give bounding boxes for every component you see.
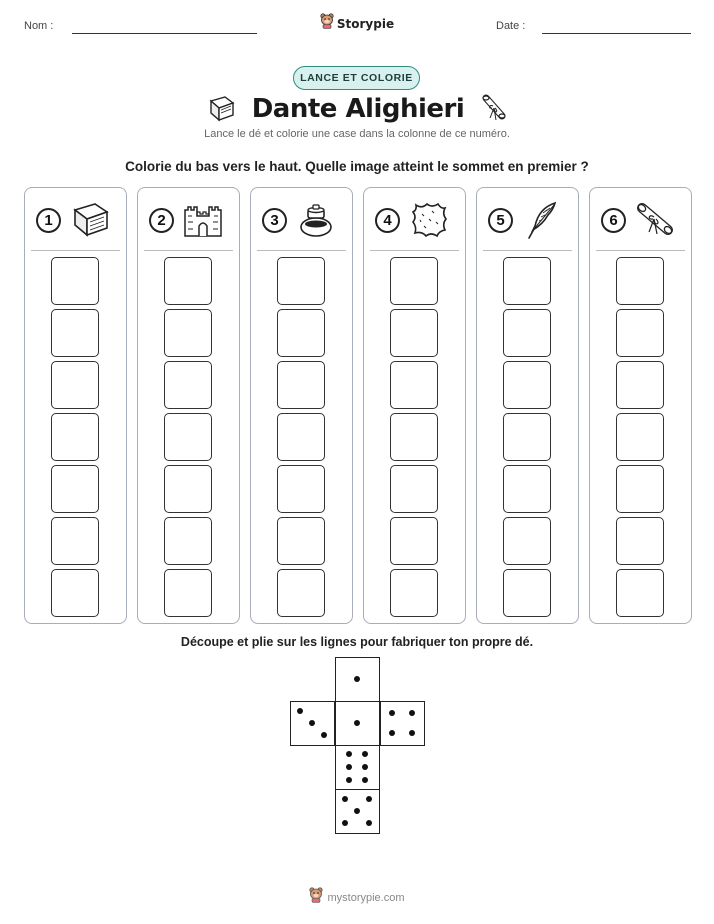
color-cell[interactable] [616, 569, 664, 617]
scroll-icon [634, 200, 676, 240]
brand [0, 13, 714, 34]
die-face-center [335, 701, 380, 746]
color-cell[interactable] [277, 465, 325, 513]
color-cell[interactable] [616, 465, 664, 513]
column-number: 1 [36, 208, 61, 233]
book-icon [206, 95, 236, 123]
die-face-right [380, 701, 425, 746]
color-cell[interactable] [164, 465, 212, 513]
name-label: Nom : [24, 20, 54, 32]
die-pip [346, 751, 352, 757]
color-cell[interactable] [503, 257, 551, 305]
column-header [251, 188, 352, 250]
die-pip [354, 808, 360, 814]
color-cell[interactable] [164, 361, 212, 409]
book-icon [69, 200, 111, 240]
color-cell[interactable] [164, 569, 212, 617]
cut-instruction: Découpe et plie sur les lignes pour fabriquer ton propre dé. [180, 635, 534, 649]
brand-name: Storypie [336, 16, 395, 31]
column-divider [31, 250, 120, 251]
bear-logo-icon [309, 887, 323, 908]
color-cell[interactable] [51, 257, 99, 305]
inkpot-icon [295, 200, 337, 240]
column-number: 5 [488, 208, 513, 233]
title-row [0, 91, 714, 127]
color-cell[interactable] [51, 465, 99, 513]
color-cell[interactable] [164, 517, 212, 565]
date-label: Date : [496, 20, 526, 32]
die-pip [362, 764, 368, 770]
column-2 [137, 187, 240, 624]
column-number: 2 [149, 208, 174, 233]
column-header [25, 188, 126, 250]
die-face-below [335, 745, 380, 790]
die-pip [297, 708, 303, 714]
instruction: Colorie du bas vers le haut. Quelle image atteint le sommet en premier ? [125, 159, 589, 174]
color-cell[interactable] [277, 413, 325, 461]
color-cell[interactable] [390, 361, 438, 409]
column-1 [24, 187, 127, 624]
column-divider [596, 250, 685, 251]
die-face-bottom [335, 789, 380, 834]
color-cell[interactable] [277, 361, 325, 409]
color-cell[interactable] [164, 413, 212, 461]
die-pip [389, 710, 395, 716]
column-6 [589, 187, 692, 624]
date-line[interactable] [542, 33, 691, 34]
die-pip [342, 820, 348, 826]
color-cell[interactable] [51, 309, 99, 357]
castle-icon [182, 200, 224, 240]
color-cell[interactable] [503, 465, 551, 513]
die-pip [362, 777, 368, 783]
color-cell[interactable] [503, 309, 551, 357]
scroll-icon [480, 94, 508, 124]
column-divider [257, 250, 346, 251]
die-pip [342, 796, 348, 802]
column-header [364, 188, 465, 250]
column-header [590, 188, 691, 250]
color-cell[interactable] [277, 569, 325, 617]
column-divider [144, 250, 233, 251]
color-cell[interactable] [616, 517, 664, 565]
color-cell[interactable] [503, 569, 551, 617]
color-cell[interactable] [390, 413, 438, 461]
color-cell[interactable] [390, 309, 438, 357]
die-pip [354, 720, 360, 726]
die-pip [366, 820, 372, 826]
die-face-top [335, 657, 380, 702]
parchment-icon [408, 200, 450, 240]
column-5 [476, 187, 579, 624]
column-number: 4 [375, 208, 400, 233]
die-pip [366, 796, 372, 802]
color-cell[interactable] [616, 361, 664, 409]
color-cell[interactable] [164, 257, 212, 305]
color-cell[interactable] [51, 569, 99, 617]
color-cell[interactable] [51, 361, 99, 409]
page-title: Dante Alighieri [251, 94, 465, 124]
color-cell[interactable] [51, 413, 99, 461]
column-4 [363, 187, 466, 624]
die-pip [346, 764, 352, 770]
die-pip [354, 676, 360, 682]
column-divider [370, 250, 459, 251]
color-cell[interactable] [503, 361, 551, 409]
die-pip [362, 751, 368, 757]
column-3 [250, 187, 353, 624]
color-cell[interactable] [503, 413, 551, 461]
column-header [477, 188, 578, 250]
color-cell[interactable] [390, 257, 438, 305]
columns-grid [24, 187, 690, 624]
die-pip [346, 777, 352, 783]
quill-icon [521, 200, 563, 240]
die-pip [389, 730, 395, 736]
color-cell[interactable] [277, 309, 325, 357]
footer-url: mystorypie.com [327, 891, 405, 904]
column-header [138, 188, 239, 250]
column-number: 6 [601, 208, 626, 233]
die-pip [321, 732, 327, 738]
color-cell[interactable] [51, 517, 99, 565]
color-cell[interactable] [277, 517, 325, 565]
column-divider [483, 250, 572, 251]
color-cell[interactable] [616, 413, 664, 461]
footer [0, 887, 714, 908]
color-cell[interactable] [616, 309, 664, 357]
die-pip [409, 730, 415, 736]
color-cell[interactable] [616, 257, 664, 305]
die-pip [409, 710, 415, 716]
color-cell[interactable] [503, 517, 551, 565]
color-cell[interactable] [390, 517, 438, 565]
die-face-left [290, 701, 335, 746]
color-cell[interactable] [164, 309, 212, 357]
color-cell[interactable] [390, 465, 438, 513]
bear-logo-icon [320, 13, 334, 34]
activity-badge: LANCE ET COLORIE [293, 66, 420, 90]
color-cell[interactable] [277, 257, 325, 305]
die-pip [309, 720, 315, 726]
subtitle: Lance le dé et colorie une case dans la colonne de ce numéro. [204, 128, 510, 140]
column-number: 3 [262, 208, 287, 233]
color-cell[interactable] [390, 569, 438, 617]
